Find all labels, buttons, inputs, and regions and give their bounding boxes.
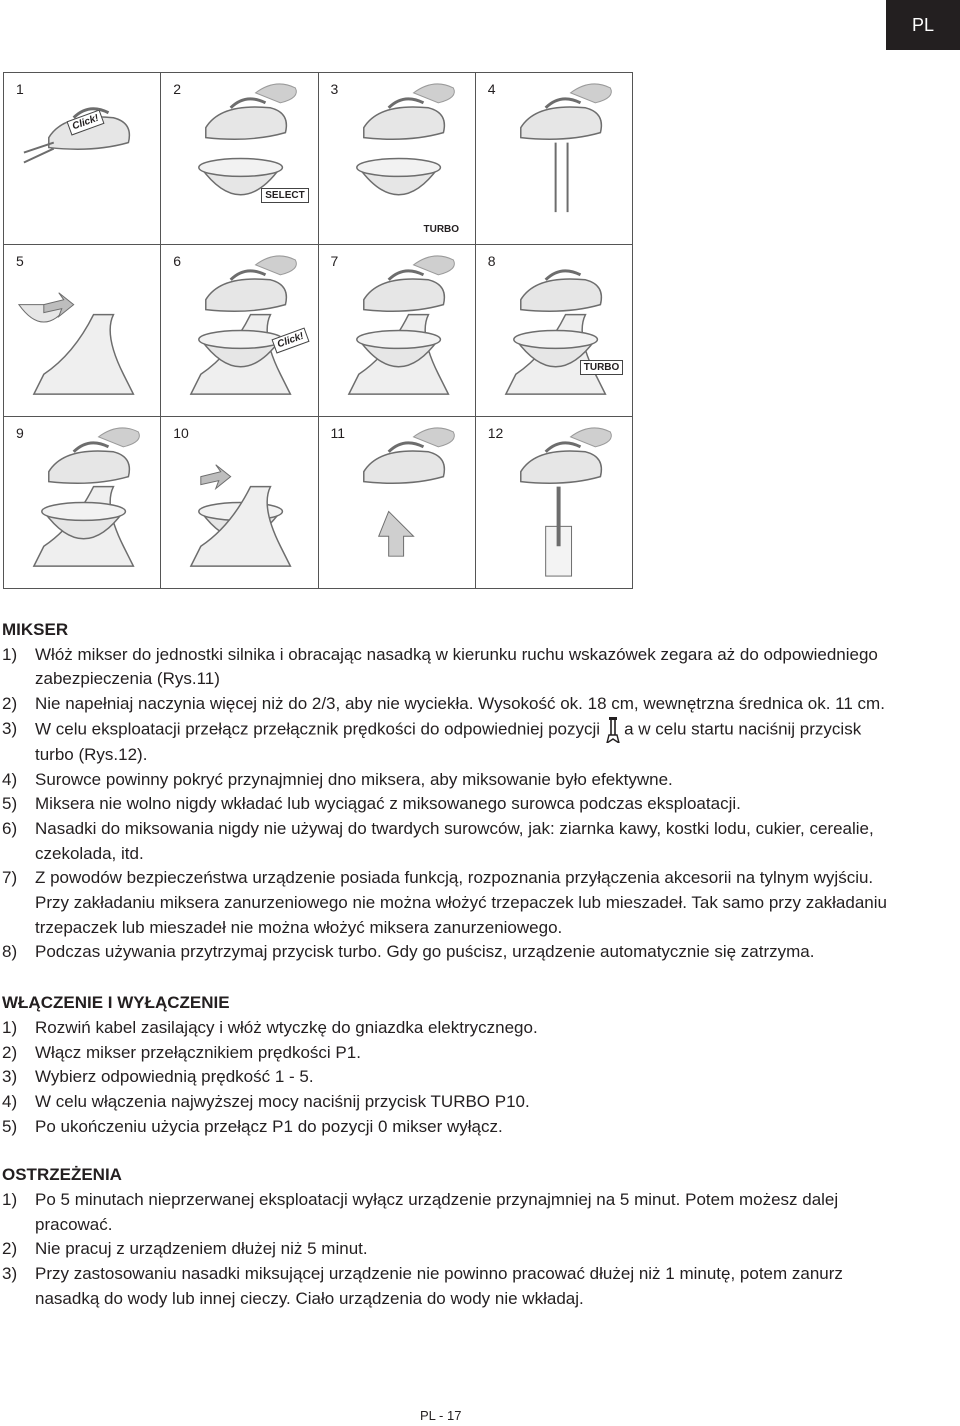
list-item	[2, 643, 888, 692]
item-text: Po ukończeniu użycia przełącz P1 do pozycji 0 mikser wyłącz.	[35, 1116, 503, 1136]
figure-grid	[3, 72, 633, 589]
item-number: 4)	[2, 1091, 18, 1111]
figure-illustration	[4, 73, 160, 244]
figure-label: TURBO	[423, 224, 460, 235]
figure-illustration	[4, 417, 160, 588]
figure-number: 2	[173, 81, 182, 97]
list-item	[2, 1188, 888, 1237]
figure-panel-11	[319, 417, 476, 589]
item-number: 2)	[2, 1042, 18, 1062]
item-number: 5)	[2, 794, 18, 814]
list-item	[2, 792, 888, 817]
figure-label: TURBO	[580, 360, 624, 375]
list-item	[2, 1237, 888, 1262]
item-text: Surowce powinny pokryć przynajmniej dno miksera, aby miksowanie było efektywne.	[35, 769, 673, 789]
item-text: a w celu startu naciśnij przycisk turbo (Rys.12).	[35, 719, 862, 764]
figure-number: 5	[16, 253, 24, 269]
figure-panel-1	[4, 73, 161, 245]
list-item	[2, 717, 888, 768]
turbo-mixer-icon	[606, 717, 620, 743]
figure-number: 11	[330, 425, 346, 441]
figure-number: 6	[173, 253, 182, 269]
item-text: Nie pracuj z urządzeniem dłużej niż 5 minut.	[35, 1239, 368, 1259]
figure-number: 7	[330, 253, 339, 269]
item-text: Wybierz odpowiednią prędkość 1 - 5.	[35, 1067, 314, 1087]
list-item	[2, 1090, 888, 1115]
figure-panel-12	[476, 417, 633, 589]
section-title-warnings: OSTRZEŻENIA	[2, 1165, 122, 1185]
item-number: 1)	[2, 1190, 18, 1210]
figure-label: SELECT	[261, 188, 308, 203]
page-number: PL - 17	[420, 1408, 462, 1423]
section-title-mikser: MIKSER	[2, 620, 69, 639]
figure-panel-10	[161, 417, 318, 589]
figure-illustration	[319, 73, 475, 244]
section-title-onoff: WŁĄCZENIE I WYŁĄCZENIE	[2, 993, 230, 1013]
figure-illustration	[476, 245, 632, 416]
item-number: 7)	[2, 868, 18, 888]
mikser-list	[2, 643, 888, 965]
item-text: Po 5 minutach nieprzerwanej eksploatacji wyłącz urządzenie przynajmniej na 5 minut. Potem możesz dalej pracować.	[35, 1190, 839, 1234]
item-text: Nasadki do miksowania nigdy nie używaj do twardych surowców, jak: ziarnka kawy, kostki lodu, cukier, cerealie, czekolada, itd.	[35, 818, 874, 863]
item-text: Miksera nie wolno nigdy wkładać lub wyciągać z miksowanego surowca podczas eksploatacji.	[35, 794, 741, 814]
figure-number: 8	[487, 253, 496, 269]
item-text: W celu włączenia najwyższej mocy naciśnij przycisk TURBO P10.	[35, 1091, 530, 1111]
item-text: Podczas używania przytrzymaj przycisk turbo. Gdy go puścisz, urządzenie automatycznie się zatrzyma.	[35, 942, 815, 962]
list-item	[2, 1016, 888, 1041]
list-item	[2, 692, 888, 717]
figure-number: 10	[173, 425, 189, 441]
figure-panel-7	[319, 245, 476, 417]
figure-number: 3	[330, 81, 339, 97]
list-item	[2, 1115, 888, 1140]
list-item	[2, 940, 888, 965]
list-item	[2, 1065, 888, 1090]
item-text: Rozwiń kabel zasilający i włóż wtyczkę do gniazdka elektrycznego.	[35, 1017, 538, 1037]
figure-panel-9	[4, 417, 161, 589]
item-text: Włącz mikser przełącznikiem prędkości P1.	[35, 1042, 361, 1062]
figure-panel-8	[476, 245, 633, 417]
figure-panel-6	[161, 245, 318, 417]
item-text: W celu eksploatacji przełącz przełącznik prędkości do odpowiedniej pozycji	[35, 719, 601, 739]
figure-panel-5	[4, 245, 161, 417]
figure-label: Click!	[272, 327, 310, 353]
item-number: 1)	[2, 644, 18, 664]
figure-number: 12	[487, 425, 504, 441]
warnings-list	[2, 1188, 888, 1312]
item-number: 2)	[2, 1239, 18, 1259]
item-number: 3)	[2, 718, 18, 738]
item-text: Przy zastosowaniu nasadki miksującej urządzenie nie powinno pracować dłużej niż 1 minutę, potem zanurz nasadką do wody lub innej cieczy. Ciało urządzenia do wody nie wkładaj.	[35, 1264, 843, 1308]
list-item	[2, 1041, 888, 1066]
item-text: Z powodów bezpieczeństwa urządzenie posiada funkcją, rozpoznania przyłączenia akcesorii na tylnym wyjściu. Przy zakładaniu miksera zanurzeniowego nie można włożyć trzepaczek lub mieszadeł. Tak samo przy zakładaniu trzepaczek lub mieszadeł nie można włożyć miksera zanurzeniowego.	[35, 868, 887, 937]
figure-label: Click!	[66, 109, 104, 135]
item-text: Włóż mikser do jednostki silnika i obracając nasadką w kierunku ruchu wskazówek zegara aż do odpowiedniego zabezpieczenia (Rys.11)	[35, 644, 878, 689]
list-item	[2, 768, 888, 793]
item-number: 1)	[2, 1017, 18, 1037]
item-number: 3)	[2, 1067, 18, 1087]
figure-illustration	[161, 417, 317, 588]
figure-number: 4	[487, 81, 496, 97]
instructions-text	[2, 618, 888, 1312]
item-number: 6)	[2, 818, 18, 838]
list-item	[2, 1262, 888, 1311]
figure-number: 1	[16, 81, 24, 97]
language-tab: PL	[886, 0, 960, 50]
figure-panel-3	[319, 73, 476, 245]
figure-illustration	[476, 73, 632, 244]
list-item	[2, 817, 888, 866]
item-number: 3)	[2, 1264, 18, 1284]
item-number: 8)	[2, 942, 18, 962]
figure-illustration	[161, 73, 317, 244]
figure-number: 9	[16, 425, 24, 441]
figure-illustration	[476, 417, 632, 588]
figure-panel-2	[161, 73, 318, 245]
item-number: 5)	[2, 1116, 18, 1136]
figure-illustration	[319, 417, 475, 588]
item-number: 4)	[2, 769, 18, 789]
figure-panel-4	[476, 73, 633, 245]
onoff-list	[2, 1016, 888, 1140]
list-item	[2, 866, 888, 940]
item-text: Nie napełniaj naczynia więcej niż do 2/3, aby nie wyciekła. Wysokość ok. 18 cm, wewnętrzna średnica ok. 11 cm.	[35, 694, 885, 714]
figure-illustration	[4, 245, 160, 416]
item-number: 2)	[2, 694, 18, 714]
figure-illustration	[319, 245, 475, 416]
